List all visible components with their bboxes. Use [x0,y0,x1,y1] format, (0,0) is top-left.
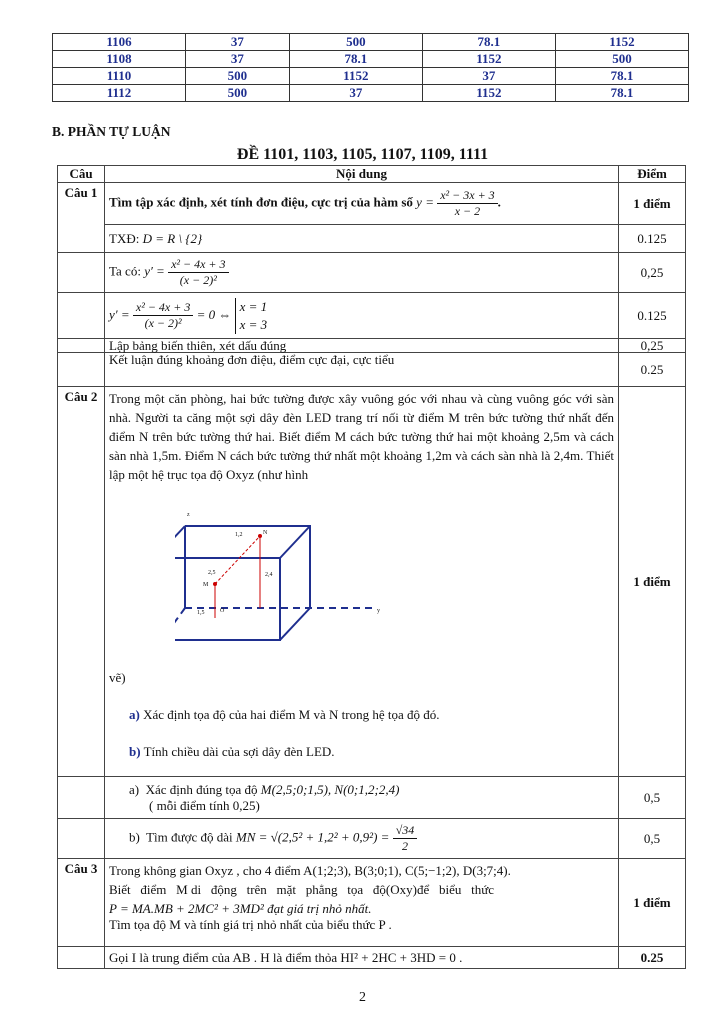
answer-key-cell: 1110 [53,68,186,85]
q2-ans-a [105,777,619,819]
q2-row [58,387,686,777]
q3-points: 1 điểm [619,859,686,947]
answer-key-cell: 1112 [53,85,186,102]
answer-key-cell: 78.1 [555,68,688,85]
q2-part-a-text: Xác định tọa độ của hai điểm M và N trong hệ tọa độ đó. [143,707,440,722]
q1-deriv [105,253,619,293]
q1-txd-label: TXĐ: [109,230,140,246]
q1-eq [105,293,619,339]
q1-func-lhs: y = [416,194,434,210]
q1-eq-lhs: y′ = [109,306,130,322]
answer-key-cell: 500 [186,85,290,102]
fig-label-24: 2,4 [265,572,273,578]
q3-line3: P = MA.MB + 2MC² + 3MD² đạt giá trị nhỏ nhất. [109,901,372,916]
header-diem: Điểm [619,166,686,183]
answer-key-cell: 37 [289,85,422,102]
page-number: 2 [359,990,366,1005]
q1-func-den: x − 2 [454,204,481,218]
q1-txd-pts: 0.125 [619,225,686,253]
answer-key-cell: 500 [555,51,688,68]
q2-ans-b-row [58,819,686,859]
q1-taco: Ta có: [109,263,141,279]
q1-deriv-den: (x − 2)² [179,273,217,287]
q1-root2: x = 3 [239,316,268,332]
q2-part-b-mark: b) [129,744,141,759]
q1-func-num: x² − 3x + 3 [437,188,497,204]
q1-prompt-text: Tìm tập xác định, xét tính đơn điệu, cực trị của hàm số [109,194,413,210]
q3-line4: Tìm tọa độ M và tính giá trị nhỏ nhất của biểu thức P . [109,917,392,932]
q2-part-a [129,705,614,724]
q1-table-pts: 0,25 [619,339,686,353]
q1-eq-tail: = 0 ⇔ [196,306,232,322]
fig-top-left [175,526,185,558]
fig-label-12: 1,2 [235,532,243,538]
q1-eq-pts: 0.125 [619,293,686,339]
header-row [58,166,686,183]
q1-deriv-pts: 0,25 [619,253,686,293]
q2-label: Câu 2 [58,387,105,777]
exam-codes-title: ĐỀ 1101, 1103, 1105, 1107, 1109, 1111 [236,146,489,163]
answer-key-cell: 78.1 [555,85,688,102]
q1-txd [105,225,619,253]
q3-row [58,859,686,947]
section-title: B. PHẦN TỰ LUẬN [52,124,171,139]
q3-step-pts: 0.25 [619,947,686,969]
q2-part-a-mark: a) [129,707,140,722]
q1-table-step: Lập bảng biến thiên, xét dấu đúng [105,339,619,353]
header-noi-dung: Nội dung [105,166,619,183]
q2-ans-b-pts: 0,5 [619,819,686,859]
answer-key-cell: 500 [186,68,290,85]
fig-label-m: M [203,582,209,588]
q3-step: Gọi I là trung điểm của AB . H là điểm thỏa HI² + 2HC + 3HD = 0 . [105,947,619,969]
answer-key-cell: 500 [289,34,422,51]
q2-points: 1 điểm [619,387,686,777]
header-cau: Câu [58,166,105,183]
q2-content [105,387,619,777]
q1-deriv-frac [168,257,228,288]
q1-root1: x = 1 [239,298,268,314]
q2-ans-b-num: √34 [393,823,418,839]
fig-label-y: y [377,608,380,614]
q1-deriv-num: x² − 4x + 3 [168,257,228,273]
q1-label: Câu 1 [58,183,105,253]
q2-ans-b-math: MN = √(2,5² + 1,2² + 0,9²) = [235,829,390,845]
q1-eq-num: x² − 4x + 3 [133,300,193,316]
q1-txd-row [58,225,686,253]
answer-key-table [52,33,689,102]
q1-prompt: Tìm tập xác định, xét tính đơn điệu, cực trị của hàm số y = $\frac{\text{x² − 3x + 3}}{x - 2}$ . [105,183,619,225]
answer-key-cell: 1152 [289,68,422,85]
q2-figure [175,506,395,668]
answer-key-cell: 37 [422,68,555,85]
answer-key-cell: 1152 [422,51,555,68]
q2-ans-a-pts: 0,5 [619,777,686,819]
fig-x-axis [175,608,185,656]
fig-point-n [258,534,262,538]
q1-eq-den: (x − 2)² [144,316,182,330]
q2-part-b [129,742,614,761]
q3-label: Câu 3 [58,859,105,947]
q2-ans-b-text: Tìm được độ dài [146,829,233,845]
q2-tail: vẽ) [109,670,126,685]
answer-key-cell: 37 [186,51,290,68]
fig-label-o: O [220,608,225,614]
q1-conclude-pts: 0.25 [619,353,686,387]
q2-part-b-text: Tính chiều dài của sợi dây đèn LED. [143,744,335,759]
q1-eq-frac [133,300,193,331]
answer-key-row [53,85,689,102]
answer-key-row [53,34,689,51]
answer-key-cell: 1152 [422,85,555,102]
q2-ans-b-den: 2 [401,839,408,853]
q1-txd-expr: D = R \ {2} [142,230,203,246]
fig-back-top [185,526,310,608]
grading-table [57,165,686,969]
fig-point-m [213,582,217,586]
fig-top-right [280,526,310,558]
q2-problem: Trong một căn phòng, hai bức tường được xây vuông góc với nhau và cùng vuông góc với sàn nhà. Người ta căng một sợi dây đèn LED trang trí nối từ điểm M trên bức tường thứ nhất đến điểm N trên bức tường thứ hai. Biết điểm M cách bức tường thứ hai một khoảng 2,5m và cách sàn nhà 1,5m. Điểm N cách bức tường thứ nhất một khoảng 1,2m và cách sàn nhà là 2,4m. Thiết lập một hệ trục tọa độ Oxyz (như hình [109,391,614,482]
fig-label-25: 2,5 [208,570,216,576]
q2-ans-b [105,819,619,859]
q3-step-row [58,947,686,969]
q3-line1: Trong không gian Oxyz , cho 4 điểm A(1;2;3), B(3;0;1), C(5;−1;2), D(3;7;4). [109,863,511,878]
answer-key-cell: 78.1 [422,34,555,51]
q2-ans-a-note: ( mỗi điểm tính 0,25) [149,797,260,813]
q2-ans-a-text: Xác định đúng tọa độ [145,781,258,797]
q1-deriv-row [58,253,686,293]
q2-ans-a-row [58,777,686,819]
q2-ans-b-frac [393,823,418,854]
q1-eq-row [58,293,686,339]
fig-label-z: z [187,512,190,518]
fig-label-15: 1,5 [197,610,205,616]
answer-key-row [53,51,689,68]
q1-prompt-row [58,183,686,225]
q1-table-row [58,339,686,353]
q2-ans-a-mark: a) [129,781,140,797]
q2-ans-a-math: M(2,5;0;1,5), N(0;1,2;2,4) [260,781,400,797]
q3-content [105,859,619,947]
fig-front-face [175,558,280,640]
answer-key-row [53,68,689,85]
q3-line2: Biết điểm M di động trên mặt phẳng tọa độ(Oxy)để biểu thức [109,882,495,897]
q1-roots [235,298,268,334]
answer-key-cell: 1152 [555,34,688,51]
fig-label-n: N [263,530,268,536]
q1-points: 1 điểm [619,183,686,225]
q1-deriv-lhs: y′ = [144,263,165,279]
q1-conclude: Kết luận đúng khoảng đơn điệu, điểm cực đại, cực tiểu [105,353,619,387]
q1-conclude-row [58,353,686,387]
answer-key-cell: 37 [186,34,290,51]
fig-led-wire [215,536,260,584]
answer-key-cell: 78.1 [289,51,422,68]
fig-bottom-right [280,608,310,640]
q2-ans-b-mark: b) [129,829,140,845]
answer-key-cell: 1106 [53,34,186,51]
q1-func-frac [437,188,497,219]
answer-key-cell: 1108 [53,51,186,68]
